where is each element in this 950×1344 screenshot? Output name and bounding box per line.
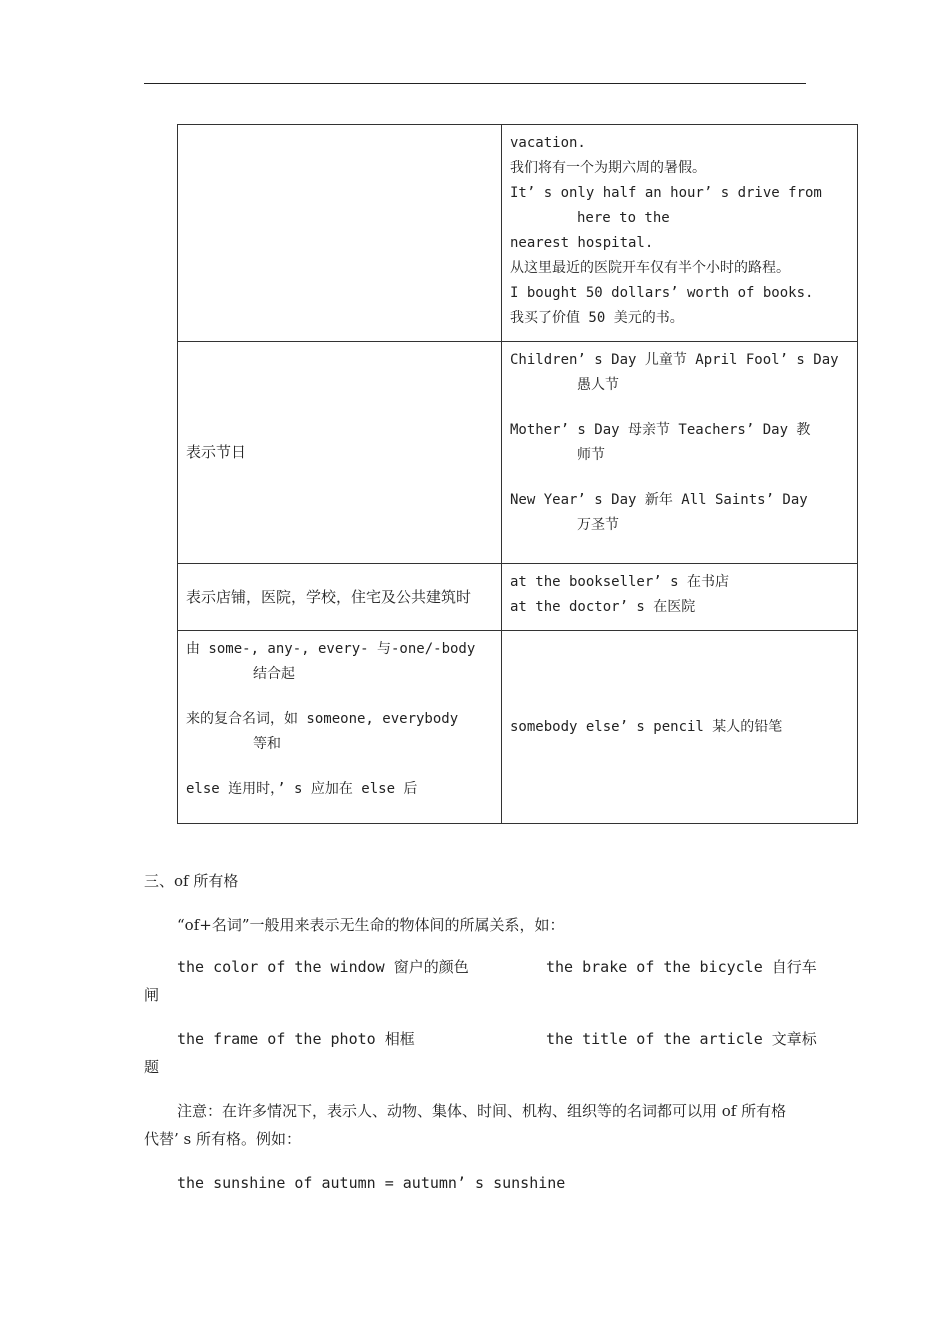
table-row (178, 125, 858, 342)
table-row (178, 564, 858, 631)
example-line: vacation. (510, 135, 586, 151)
example-line: I bought 50 dollars’ worth of books. (510, 285, 814, 301)
example-a: the frame of the photo 相框 (177, 1030, 415, 1048)
table-cell-examples (502, 564, 858, 631)
genitive-usage-table (177, 124, 858, 824)
note-line: 代替’ s 所有格。例如： (144, 1130, 302, 1148)
example-line: 师节 (577, 447, 605, 463)
example-line: 从这里最近的医院开车仅有半个小时的路程。 (510, 260, 790, 276)
section-heading: 三、of 所有格 (144, 872, 239, 890)
note-paragraph (144, 1097, 809, 1153)
header-rule (144, 83, 806, 84)
example-b: the brake of the bicycle 自行车 (546, 958, 817, 976)
final-example: the sunshine of autumn = autumn’ s sunshine (177, 1174, 566, 1192)
example-line: New Year’ s Day 新年 All Saints’ Day (510, 492, 808, 508)
example-line: Mother’ s Day 母亲节 Teachers’ Day 教 (510, 422, 811, 438)
example-b: the title of the article 文章标 (546, 1030, 817, 1048)
example-line: 万圣节 (577, 517, 619, 533)
table-cell-examples: somebody else’ s pencil 某人的铅笔 (502, 631, 858, 824)
usage-line: 等和 (253, 736, 281, 752)
example-line: Children’ s Day 儿童节 April Fool’ s Day (510, 352, 839, 368)
example-line: 我们将有一个为期六周的暑假。 (510, 160, 706, 176)
example-a: the color of the window 窗户的颜色 (177, 958, 469, 976)
table-cell-examples (502, 342, 858, 564)
intro-paragraph: “of+名词”一般用来表示无生命的物体间的所属关系，如： (177, 916, 565, 934)
note-line: 注意：在许多情况下，表示人、动物、集体、时间、机构、组织等的名词都可以用 of 所有格 (177, 1102, 787, 1120)
example-line: 愚人节 (577, 377, 619, 393)
example-line: 我买了价值 50 美元的书。 (510, 310, 684, 326)
example-line: at the doctor’ s 在医院 (510, 599, 696, 615)
table-cell-usage (178, 631, 502, 824)
table-cell-usage: 表示店铺，医院，学校，住宅及公共建筑时 (178, 564, 502, 631)
table-row (178, 342, 858, 564)
usage-line: else 连用时，’ s 应加在 else 后 (186, 781, 418, 797)
example-line: here to the (577, 210, 670, 226)
usage-line: 来的复合名词，如 someone, everybody (186, 711, 459, 727)
example-wrap: 闸 (144, 986, 160, 1004)
table-cell-usage (178, 125, 502, 342)
table-cell-examples (502, 125, 858, 342)
example-line: at the bookseller’ s 在书店 (510, 574, 730, 590)
example-line: nearest hospital. (510, 235, 654, 251)
table-cell-usage: 表示节日 (178, 342, 502, 564)
example-line: It’ s only half an hour’ s drive from (510, 185, 822, 201)
usage-line: 由 some-, any-, every- 与-one/-body (186, 641, 476, 657)
example-wrap: 题 (144, 1058, 160, 1076)
usage-line: 结合起 (253, 666, 295, 682)
table-row (178, 631, 858, 824)
